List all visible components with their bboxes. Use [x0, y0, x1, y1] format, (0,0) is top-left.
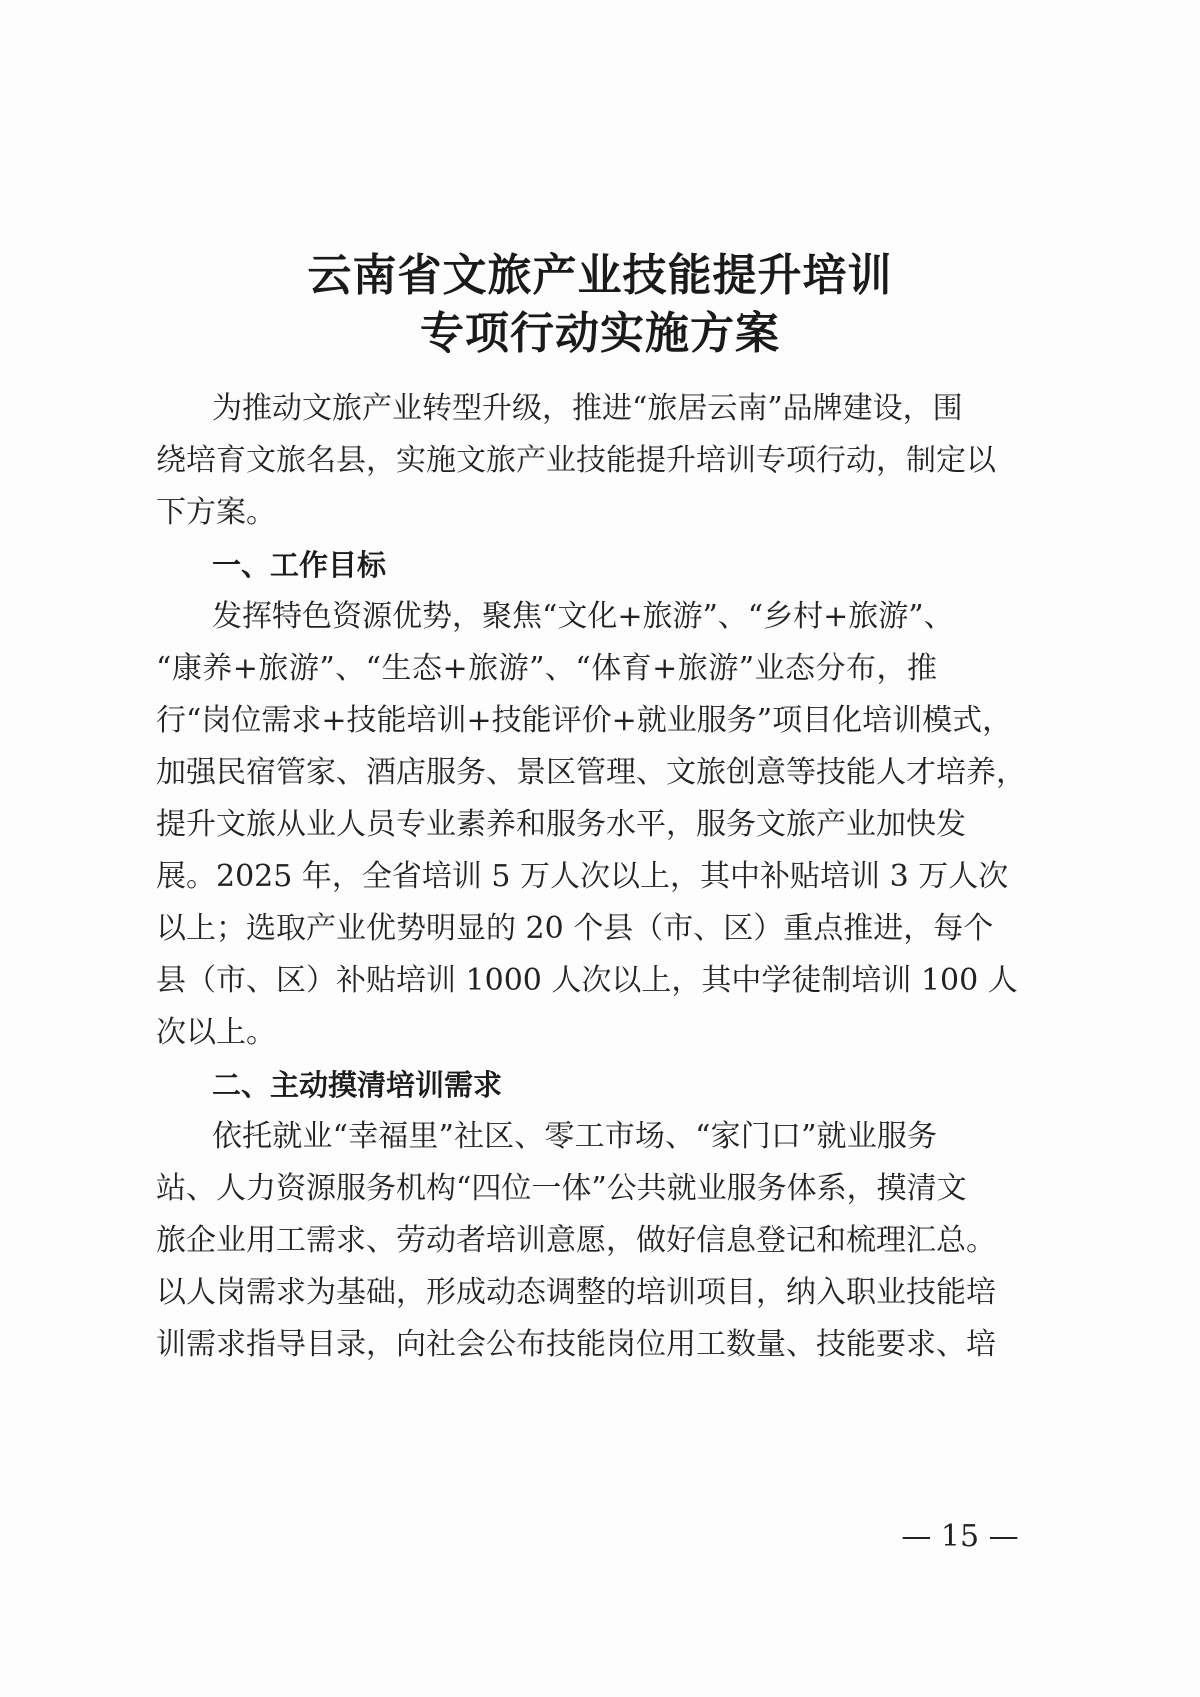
section-1-line-8: 县（市、区）补贴培训 1000 人次以上，其中学徒制培训 100 人 [156, 963, 1018, 998]
section-1-line-3: 行“岗位需求+技能培训+技能评价+就业服务”项目化培训模式， [156, 703, 1013, 738]
section-1-line-5: 提升文旅从业人员专业素养和服务水平，服务文旅产业加快发 [156, 807, 966, 842]
section-2-heading: 二、主动摸清培训需求 [212, 1068, 503, 1102]
page-number: — 15 — [901, 1519, 1019, 1554]
document-title-line-1: 云南省文旅产业技能提升培训 [307, 250, 893, 301]
section-1-line-2: “康养+旅游”、“生态+旅游”、“体育+旅游”业态分布，推 [156, 651, 937, 686]
section-2-line-5: 训需求指导目录，向社会公布技能岗位用工数量、技能要求、培 [156, 1327, 996, 1362]
intro-line-3: 下方案。 [156, 495, 276, 530]
section-1-line-4: 加强民宿管家、酒店服务、景区管理、文旅创意等技能人才培养， [156, 755, 1026, 790]
intro-line-2: 绕培育文旅名县，实施文旅产业技能提升培训专项行动，制定以 [156, 443, 996, 478]
section-1-line-7: 以上；选取产业优势明显的 20 个县（市、区）重点推进，每个 [156, 911, 994, 946]
section-2-line-3: 旅企业用工需求、劳动者培训意愿，做好信息登记和梳理汇总。 [156, 1223, 996, 1258]
section-1-heading: 一、工作目标 [212, 548, 387, 582]
section-2-line-2: 站、人力资源服务机构“四位一体”公共就业服务体系，摸清文 [156, 1171, 967, 1206]
section-1-line-6: 展。2025 年，全省培训 5 万人次以上，其中补贴培训 3 万人次 [156, 859, 1009, 894]
section-2-line-1: 依托就业“幸福里”社区、零工市场、“家门口”就业服务 [212, 1119, 937, 1154]
section-1-line-9: 次以上。 [156, 1015, 276, 1050]
section-2-line-4: 以人岗需求为基础，形成动态调整的培训项目，纳入职业技能培 [156, 1275, 996, 1310]
section-1-line-1: 发挥特色资源优势，聚焦“文化+旅游”、“乡村+旅游”、 [212, 599, 954, 634]
intro-line-1: 为推动文旅产业转型升级，推进“旅居云南”品牌建设，围 [212, 391, 963, 426]
document-title-line-2: 专项行动实施方案 [420, 308, 780, 359]
